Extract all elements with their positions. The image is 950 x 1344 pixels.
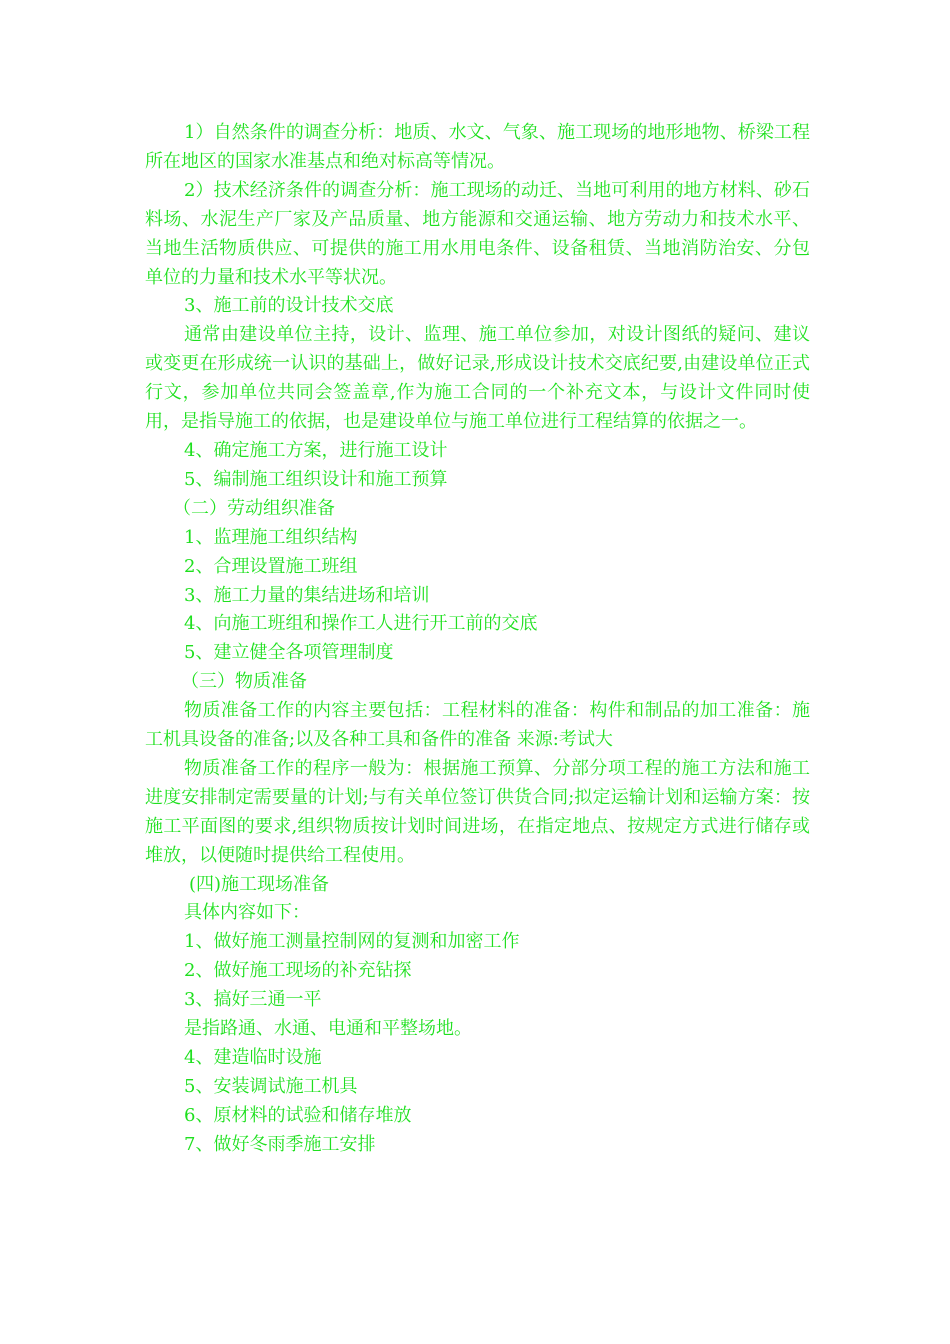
section-heading-site: (四)施工现场准备 — [189, 873, 330, 895]
document-body — [145, 119, 810, 1160]
list-item-site-6: 6、原材料的试验和储存堆放 — [184, 1104, 412, 1126]
list-item-site-5: 5、安装调试施工机具 — [184, 1075, 358, 1097]
paragraph-technical-economic-conditions: 2）技术经济条件的调查分析：施工现场的动迁、当地可利用的地方材料、砂石料场、水泥生产厂家及产品质量、地方能源和交通运输、地方劳动力和技术水平、当地生活物质供应、可提供的施工用水用电条件、设备租赁、当地消防治安、分包单位的力量和技术水平等状况。 — [145, 179, 810, 288]
list-item-labor-4: 4、向施工班组和操作工人进行开工前的交底 — [184, 613, 538, 635]
list-item-site-7: 7、做好冬雨季施工安排 — [184, 1133, 376, 1155]
paragraph-material-procedure: 物质准备工作的程序一般为：根据施工预算、分部分项工程的施工方法和施工进度安排制定需要量的计划;与有关单位签订供货合同;拟定运输计划和运输方案：按施工平面图的要求,组织物质按计划时间进场，在指定地点、按规定方式进行储存或堆放，以便随时提供给工程使用。 — [145, 757, 810, 866]
list-item-site-2: 2、做好施工现场的补充钻探 — [184, 960, 412, 982]
list-item-organization-design: 5、编制施工组织设计和施工预算 — [184, 468, 448, 490]
section-heading-labor-organization: （二）劳动组织准备 — [173, 497, 335, 519]
list-item-site-3: 3、搞好三通一平 — [184, 989, 322, 1011]
list-item-site-1: 1、做好施工测量控制网的复测和加密工作 — [184, 931, 520, 953]
paragraph-material-content: 物质准备工作的内容主要包括：工程材料的准备：构件和制品的加工准备：施工机具设备的准备;以及各种工具和备件的准备 来源:考试大 — [145, 700, 810, 751]
list-item-site-4: 4、建造临时设施 — [184, 1047, 322, 1068]
list-item-construction-plan: 4、确定施工方案，进行施工设计 — [184, 439, 448, 461]
heading-design-disclosure: 3、施工前的设计技术交底 — [184, 295, 394, 317]
paragraph-natural-conditions: 1）自然条件的调查分析：地质、水文、气象、施工现场的地形地物、桥梁工程所在地区的国家水准基点和绝对标高等情况。 — [145, 122, 810, 172]
list-item-labor-5: 5、建立健全各项管理制度 — [184, 642, 394, 664]
list-item-labor-3: 3、施工力量的集结进场和培训 — [184, 584, 430, 606]
paragraph-three-links-one-level: 是指路通、水通、电通和平整场地。 — [184, 1018, 472, 1040]
list-item-labor-1: 1、监理施工组织结构 — [184, 526, 358, 548]
list-item-labor-2: 2、合理设置施工班组 — [184, 555, 358, 577]
paragraph-site-intro: 具体内容如下： — [184, 902, 310, 924]
section-heading-material: （三）物质准备 — [181, 671, 307, 693]
paragraph-design-disclosure: 通常由建设单位主持，设计、监理、施工单位参加，对设计图纸的疑问、建议或变更在形成统一认识的基础上，做好记录,形成设计技术交底纪要,由建设单位正式行文，参加单位共同会签盖章,作为施工合同的一个补充文本，与设计文件同时使用，是指导施工的依据，也是建设单位与施工单位进行工程结算的依据之一。 — [145, 324, 810, 433]
